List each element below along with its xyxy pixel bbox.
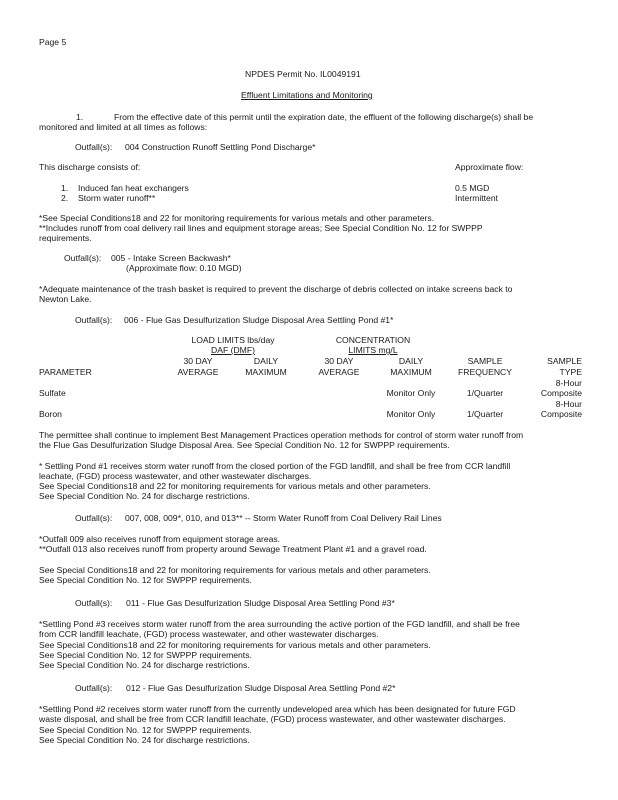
note-004-2: **Includes runoff from coal delivery rail lines and equipment storage areas; See Special Condition No. 12 for SWPPP <box>39 223 483 233</box>
col-parameter: PARAMETER <box>39 367 92 377</box>
concentration-header: CONCENTRATION <box>335 335 411 345</box>
bmp-line-2: the Flue Gas Desulfurization Sludge Disposal Area. See Special Condition No. 12 for SWPPP requirements. <box>39 440 450 450</box>
row-parameter: Sulfate <box>39 388 66 398</box>
outfall-label-011: Outfall(s): <box>75 598 113 608</box>
col-load-daily-2: MAXIMUM <box>245 367 287 377</box>
section-title: Effluent Limitations and Monitoring <box>241 90 373 100</box>
consists-label: This discharge consists of: <box>39 162 141 172</box>
note-011-2: from CCR landfill leachate, (FGD) process wastewater, and other wastewater discharges. <box>39 629 379 639</box>
note-007-3: See Special Conditions18 and 22 for monitoring requirements for various metals and other parameters. <box>39 565 431 575</box>
discharge-2-name: Storm water runoff** <box>78 193 156 203</box>
note-011-3: See Special Conditions18 and 22 for monitoring requirements for various metals and other parameters. <box>39 640 431 650</box>
discharge-1-flow: 0.5 MGD <box>455 183 490 193</box>
row-frequency: 1/Quarter <box>466 409 504 419</box>
note-011-4: See Special Condition No. 12 for SWPPP requirements. <box>39 650 252 660</box>
note-006-4: See Special Condition No. 24 for discharge restrictions. <box>39 491 250 501</box>
row-type-1: 8-Hour <box>555 378 582 388</box>
col-load-30day-1: 30 DAY <box>183 356 213 366</box>
note-012-3: See Special Condition No. 12 for SWPPP requirements. <box>39 725 252 735</box>
row-conc-daily: Monitor Only <box>386 388 436 398</box>
row-type-2: Composite <box>540 409 582 419</box>
note-005-1: *Adequate maintenance of the trash basket is required to prevent the discharge of debris collected on intake screens back to <box>39 284 513 294</box>
bmp-line-1: The permittee shall continue to implement Best Management Practices operation methods for control of storm water runoff from <box>39 430 524 440</box>
discharge-2-flow: Intermittent <box>455 193 498 203</box>
outfall-006-title: 006 - Flue Gas Desulfurization Sludge Disposal Area Settling Pond #1* <box>124 315 394 325</box>
note-006-3: See Special Conditions18 and 22 for monitoring requirements for various metals and other parameters. <box>39 481 431 491</box>
page-number: Page 5 <box>39 37 67 47</box>
outfall-label-004: Outfall(s): <box>75 142 113 152</box>
note-011-1: *Settling Pond #3 receives storm water runoff from the area surrounding the active portion of the FGD landfill, and shall be free <box>39 619 520 629</box>
row-conc-daily: Monitor Only <box>386 409 436 419</box>
col-frequency-2: FREQUENCY <box>458 367 512 377</box>
note-004-3: requirements. <box>39 233 92 243</box>
flow-label: Approximate flow: <box>455 162 524 172</box>
col-conc-30day-2: AVERAGE <box>318 367 360 377</box>
intro-line-1: From the effective date of this permit until the expiration date, the effluent of the following discharge(s) shall be <box>114 112 534 122</box>
discharge-1-name: Induced fan heat exchangers <box>78 183 189 193</box>
row-type-1: 8-Hour <box>555 399 582 409</box>
note-012-1: *Settling Pond #2 receives storm water runoff from the currently undeveloped area which has been designated for future FGD <box>39 704 516 714</box>
outfall-label-007: Outfall(s): <box>75 513 113 523</box>
note-004-1: *See Special Conditions18 and 22 for monitoring requirements for various metals and other parameters. <box>39 213 435 223</box>
note-007-2: **Outfall 013 also receives runoff from property around Sewage Treatment Plant #1 and a gravel road. <box>39 544 427 554</box>
col-load-daily-1: DAILY <box>253 356 279 366</box>
note-007-1: *Outfall 009 also receives runoff from equipment storage areas. <box>39 534 281 544</box>
col-load-30day-2: AVERAGE <box>177 367 219 377</box>
outfall-005-title: 005 - Intake Screen Backwash* <box>111 253 231 263</box>
intro-line-2: monitored and limited at all times as follows: <box>39 122 208 132</box>
discharge-1-number: 1. <box>61 183 69 193</box>
row-type-2: Composite <box>540 388 582 398</box>
outfall-012-title: 012 - Flue Gas Desulfurization Sludge Disposal Area Settling Pond #2* <box>126 683 396 693</box>
daf-header: DAF (DMF) <box>211 345 255 355</box>
col-type-2: TYPE <box>559 367 582 377</box>
note-006-2: leachate, (FGD) process wastewater, and other wastewater discharges. <box>39 471 312 481</box>
load-limits-header: LOAD LIMITS lbs/day <box>191 335 275 345</box>
outfall-007-title: 007, 008, 009*, 010, and 013** -- Storm Water Runoff from Coal Delivery Rail Lines <box>125 513 442 523</box>
note-007-4: See Special Condition No. 12 for SWPPP requirements. <box>39 575 252 585</box>
note-012-4: See Special Condition No. 24 for discharge restrictions. <box>39 735 250 745</box>
row-parameter: Boron <box>39 409 62 419</box>
outfall-label-005: Outfall(s): <box>64 253 102 263</box>
col-conc-daily-1: DAILY <box>398 356 424 366</box>
outfall-005-flow: (Approximate flow: 0.10 MGD) <box>126 263 242 273</box>
outfall-label-006: Outfall(s): <box>75 315 113 325</box>
note-006-1: * Settling Pond #1 receives storm water runoff from the closed portion of the FGD landfill, and shall be free from CCR landfill <box>39 461 511 471</box>
col-frequency-1: SAMPLE <box>467 356 503 366</box>
note-005-2: Newton Lake. <box>39 294 92 304</box>
outfall-label-012: Outfall(s): <box>75 683 113 693</box>
col-type-1: SAMPLE <box>547 356 582 366</box>
limits-mgl-header: LIMITS mg/L <box>348 345 398 355</box>
row-frequency: 1/Quarter <box>466 388 504 398</box>
note-012-2: waste disposal, and shall be free from CCR landfill leachate, (FGD) process wastewater, and other wastewater discharges. <box>39 714 506 724</box>
intro-number: 1. <box>76 112 84 122</box>
permit-title: NPDES Permit No. IL0049191 <box>245 69 361 79</box>
col-conc-daily-2: MAXIMUM <box>390 367 432 377</box>
discharge-2-number: 2. <box>61 193 69 203</box>
outfall-004-title: 004 Construction Runoff Settling Pond Discharge* <box>125 142 316 152</box>
outfall-011-title: 011 - Flue Gas Desulfurization Sludge Disposal Area Settling Pond #3* <box>126 598 395 608</box>
col-conc-30day-1: 30 DAY <box>324 356 354 366</box>
note-011-5: See Special Condition No. 24 for discharge restrictions. <box>39 660 250 670</box>
